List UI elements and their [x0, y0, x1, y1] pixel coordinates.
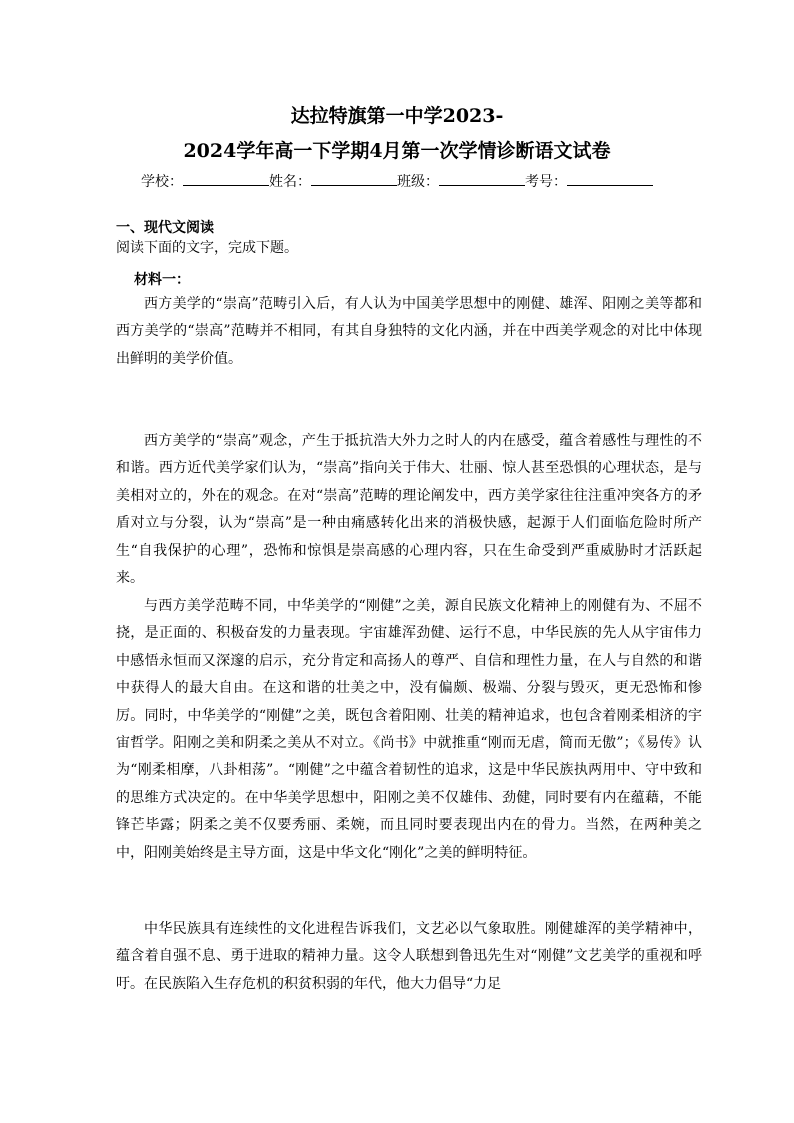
- reading-instruction: 阅读下面的文字，完成下题。: [116, 240, 298, 256]
- student-info-row: [0, 171, 794, 192]
- exam-number-label: 考号：: [525, 174, 567, 190]
- class-label: 班级：: [397, 174, 439, 190]
- paragraph-2: 西方美学的“崇高”观念，产生于抵抗浩大外力之时人的内在感受，蕴含着感性与理性的不和谐。西方近代美学家们认为，“崇高”指向关于伟大、壮丽、惊人甚至恐惧的心理状态，是与美相对立的，外在的观念。在对“崇高”范畴的理论阐发中，西方美学家往往注重冲突各方的矛盾对立与分裂，认为“崇高”是一种由痛感转化出来的消极快感，起源于人们面临危险时所产生“自我保护的心理”，恐怖和惊惧是崇高感的心理内容，只在生命受到严重威胁时才活跃起来。: [116, 433, 702, 587]
- name-label: 姓名：: [269, 174, 311, 190]
- section-heading: 一、现代文阅读: [116, 220, 214, 236]
- school-label: 学校：: [141, 174, 183, 190]
- paragraph-3: 与西方美学范畴不同，中华美学的“刚健”之美，源自民族文化精神上的刚健有为、不屈不挠，是正面的、积极奋发的力量表现。宇宙雄浑劲健、运行不息，中华民族的先人从宇宙伟力中感悟永恒而又深邃的启示，充分肯定和高扬人的尊严、自信和理性力量，在人与自然的和谐中获得人的最大自由。在这和谐的壮美之中，没有偏颇、极端、分裂与毁灭，更无恐怖和惨厉。同时，中华美学的“刚健”之美，既包含着阳刚、壮美的精神追求，也包含着刚柔相济的宇宙哲学。阳刚之美和阴柔之美从不对立。《尚书》中就推重“刚而无虐，简而无傲”；《易传》认为“刚柔相摩，八卦相荡”。“刚健”之中蕴含着韧性的追求，这是中华民族执两用中、守中致和的思维方式决定的。在中华美学思想中，阳刚之美不仅雄伟、劲健，同时要有内在蕴藉，不能锋芒毕露；阴柔之美不仅要秀丽、柔婉，而且同时要表现出内在的骨力。当然，在两种美之中，阳刚美始终是主导方面，这是中华文化“刚化”之美的鲜明特征。: [116, 598, 702, 861]
- exam-title-line-2: 2024学年高一下学期4月第一次学情诊断语文试卷: [183, 140, 611, 162]
- exam-title-line-1: 达拉特旗第一中学2023-: [290, 105, 504, 127]
- paragraph-1: 西方美学的“崇高”范畴引入后，有人认为中国美学思想中的刚健、雄浑、阳刚之美等都和西方美学的“崇高”范畴并不相同，有其自身独特的文化内涵，并在中西美学观念的对比中体现出鲜明的美学价值。: [116, 296, 702, 367]
- material-label: 材料一：: [134, 272, 190, 288]
- class-blank: [439, 171, 525, 186]
- exam-number-blank: [567, 171, 653, 186]
- school-blank: [183, 171, 269, 186]
- paragraph-4: 中华民族具有连续性的文化进程告诉我们，文艺必以气象取胜。刚健雄浑的美学精神中，蕴含着自强不息、勇于进取的精神力量。这令人联想到鲁迅先生对“刚健”文艺美学的重视和呼吁。在民族陷入生存危机的积贫积弱的年代，他大力倡导“力足: [116, 921, 702, 992]
- name-blank: [311, 171, 397, 186]
